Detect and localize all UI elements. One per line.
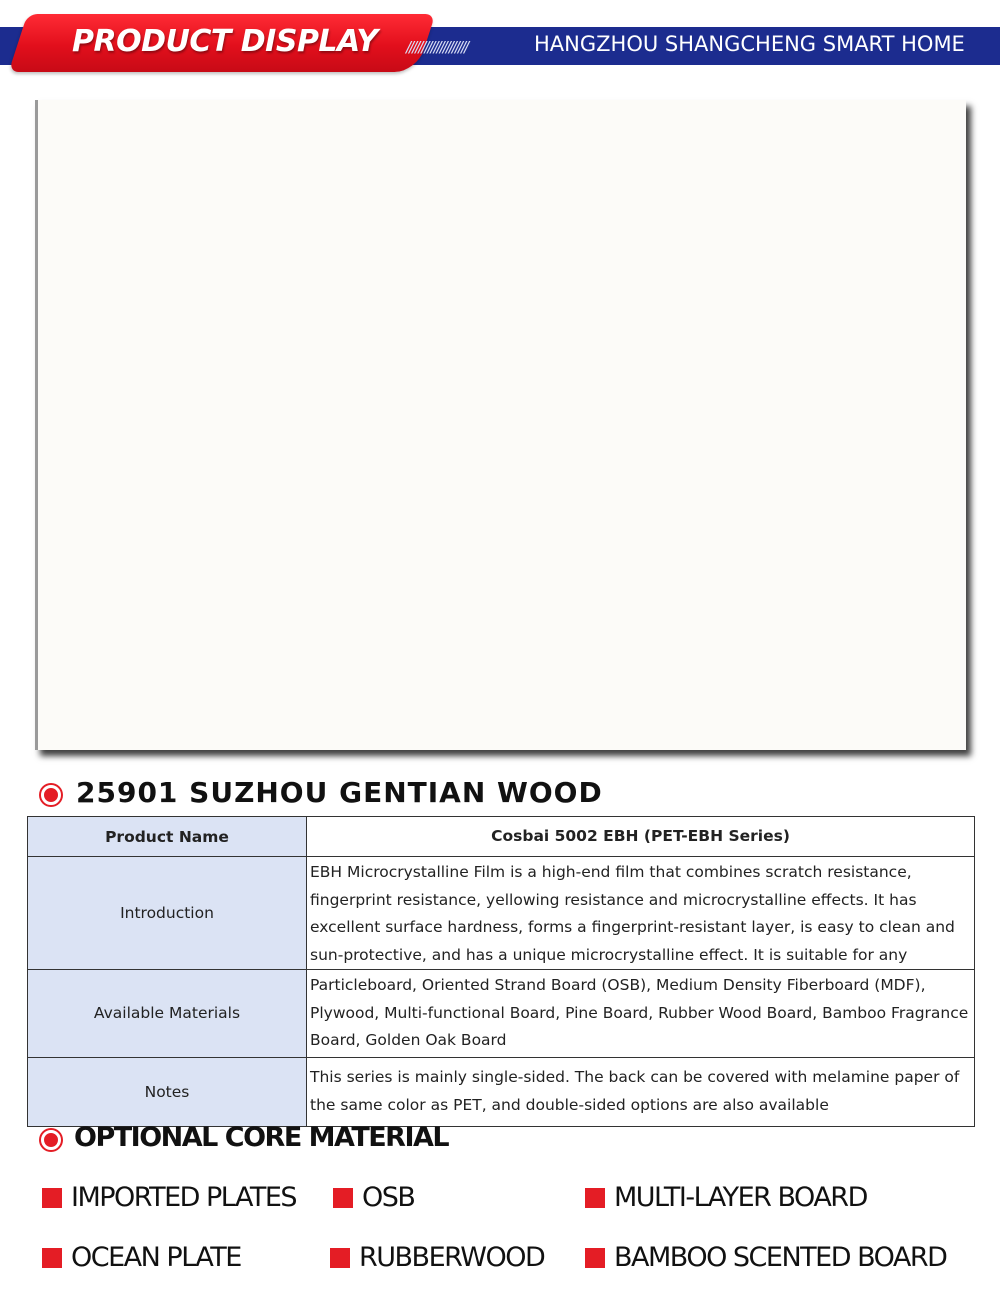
spec-table (27, 816, 975, 1127)
core-item-label: MULTI-LAYER BOARD (614, 1182, 867, 1213)
table-row (28, 857, 975, 970)
bullet-dot-icon (41, 1130, 61, 1150)
table-row (28, 1057, 975, 1126)
red-square-icon (333, 1188, 353, 1208)
table-value: EBH Microcrystalline Film is a high-end film that combines scratch resistance, fingerprint resistance, yellowing resistance and microcrystalline effects. It has excellent surface hardness, forms a fingerprint-resistant layer, is easy to clean and sun-protective, and has a unique microcrystalline effect. It is suitable for any (310, 863, 955, 964)
core-item-imported-plates (42, 1182, 296, 1213)
core-item-rubberwood (330, 1242, 544, 1273)
core-material-heading: OPTIONAL CORE MATERIAL (74, 1122, 449, 1153)
core-item-label: BAMBOO SCENTED BOARD (614, 1242, 947, 1273)
header-banner (0, 0, 1000, 80)
table-row (28, 817, 975, 857)
table-key: Available Materials (28, 970, 307, 1058)
core-item-bamboo-scented-board (585, 1242, 946, 1273)
red-square-icon (585, 1188, 605, 1208)
banner-slashes: //////////////////// (406, 38, 468, 56)
red-square-icon (330, 1248, 350, 1268)
core-item-label: OCEAN PLATE (71, 1242, 241, 1273)
table-key: Notes (28, 1057, 307, 1126)
product-heading: 25901 SUZHOU GENTIAN WOOD (76, 776, 603, 809)
table-value: Particleboard, Oriented Strand Board (OSB), Medium Density Fiberboard (MDF), Plywood, Multi-functional Board, Pine Board, Rubber Wood Board, Bamboo Fragrance Board, Golden Oak Board (307, 970, 975, 1058)
table-key: Introduction (28, 857, 307, 970)
core-item-label: OSB (362, 1182, 415, 1213)
red-square-icon (585, 1248, 605, 1268)
core-item-label: RUBBERWOOD (359, 1242, 545, 1273)
company-name: HANGZHOU SHANGCHENG SMART HOME (534, 32, 965, 56)
core-item-ocean-plate (42, 1242, 241, 1273)
product-image-panel (35, 100, 966, 750)
table-row (28, 970, 975, 1058)
red-square-icon (42, 1188, 62, 1208)
red-square-icon (42, 1248, 62, 1268)
core-item-osb (333, 1182, 414, 1213)
table-value-cell (307, 857, 975, 970)
core-item-multi-layer-board (585, 1182, 867, 1213)
core-item-label: IMPORTED PLATES (71, 1182, 297, 1213)
table-value: This series is mainly single-sided. The back can be covered with melamine paper of the same color as PET, and double-sided options are also available (307, 1057, 975, 1126)
table-key: Product Name (28, 817, 307, 857)
bullet-dot-icon (41, 785, 61, 805)
table-value: Cosbai 5002 EBH (PET-EBH Series) (307, 817, 975, 857)
banner-title: PRODUCT DISPLAY (72, 24, 378, 59)
